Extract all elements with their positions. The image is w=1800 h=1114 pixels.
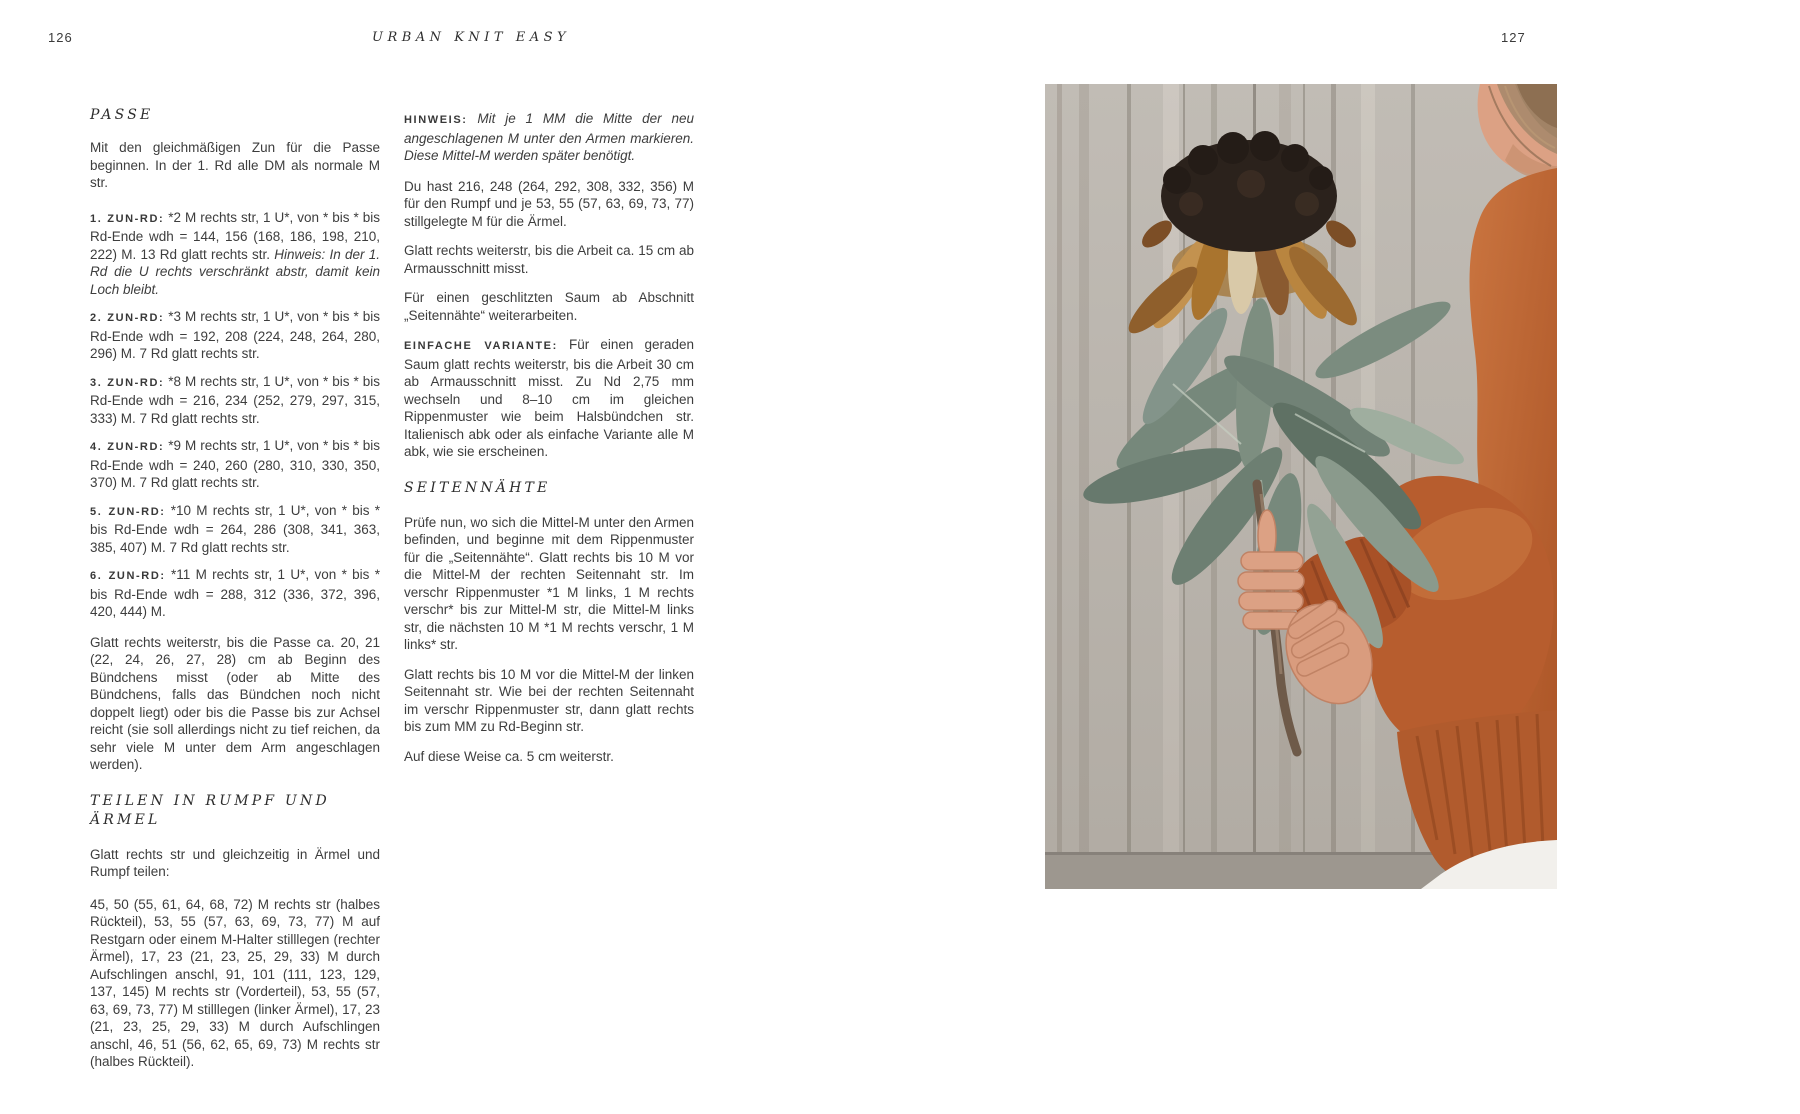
step-item-6: [90, 566, 380, 621]
heading-passe: PASSE: [90, 107, 154, 123]
step-label: 6. ZUN-RD:: [90, 570, 166, 582]
hinweis-label: HINWEIS:: [404, 114, 468, 126]
step-item-4: [90, 437, 380, 492]
step-text: *2 M rechts str, 1 U*, von * bis * bis Rd-Ende wdh = 144, 156 (168, 186, 198, 210, 222) M. 13 Rd glatt rechts str.: [90, 209, 380, 262]
hinweis-text: Mit je 1 MM die Mitte der neu angeschlagenen M unter den Armen markieren. Diese Mittel-M werden später benötigt.: [404, 111, 694, 163]
step-item-2: [90, 308, 380, 363]
step-item-3: [90, 373, 380, 428]
step-text: *11 M rechts str, 1 U*, von * bis * bis Rd-Ende wdh = 288, 312 (336, 372, 396, 420, 444) M.: [90, 567, 380, 619]
para-einfache-variante: [404, 336, 694, 461]
left-column: [90, 106, 380, 1083]
para-geschlitzter-saum: Für einen geschlitzten Saum ab Abschnitt „Seitennähte“ weiterarbeiten.: [404, 290, 694, 323]
para-glatt-15cm: Glatt rechts weiterstr, bis die Arbeit ca. 15 cm ab Armausschnitt misst.: [404, 243, 694, 276]
para-teilen-detail: 45, 50 (55, 61, 64, 68, 72) M rechts str (halbes Rückteil), 53, 55 (57, 63, 69, 73, 77) M auf Restgarn oder einem M-Halter stilllegen (rechter Ärmel), 17, 23 (21, 23, 25, 29, 33) M durch Aufschlingen anschl, 91, 101 (111, 123, 129, 137, 145) M rechts str (Vorderteil), 53, 55 (57, 63, 69, 73, 77) M stilllegen (linker Ärmel), 17, 23 (21, 23, 25, 29, 33) M durch Aufschlingen anschl, 46, 51 (56, 62, 65, 69, 73) M rechts str (halbes Rückteil).: [90, 896, 380, 1069]
para-linke-seitennaht: Glatt rechts bis 10 M vor die Mittel-M der linken Seitennaht str. Wie bei der rechten Seitennaht im verschr Rippenmuster str, dann glatt rechts bis zum MM zu Rd-Beginn str.: [404, 666, 694, 734]
para-hinweis: [404, 110, 694, 165]
step-label: 5. ZUN-RD:: [90, 505, 166, 518]
step-label: 1. ZUN-RD:: [90, 212, 165, 225]
step-label: 3. ZUN-RD:: [90, 376, 165, 389]
para-passe-intro: Mit den gleichmäßigen Zun für die Passe beginnen. In der 1. Rd alle DM als normale M str.: [90, 140, 380, 190]
para-auf-diese-weise: Auf diese Weise ca. 5 cm weiterstr.: [404, 748, 614, 764]
step-text: *8 M rechts str, 1 U*, von * bis * bis Rd-Ende wdh = 216, 234 (252, 279, 297, 315, 333) M. 7 Rd glatt rechts str.: [90, 373, 380, 426]
para-teilen-intro: Glatt rechts str und gleichzeitig in Ärmel und Rumpf teilen:: [90, 846, 380, 879]
lifestyle-photo: [1045, 84, 1557, 889]
step-note: Hinweis: In der 1. Rd die U rechts verschränkt abstr, damit kein Loch bleibt.: [90, 246, 381, 297]
step-label: 4. ZUN-RD:: [90, 441, 165, 453]
running-header: URBAN KNIT EASY: [372, 30, 571, 45]
right-column: [404, 110, 694, 777]
para-passe-end: Glatt rechts weiterstr, bis die Passe ca. 20, 21 (22, 24, 26, 27, 28) cm ab Beginn des Bündchens misst (oder ab Mitte des Bündchens, falls das Bündchen noch nicht doppelt liegt) oder bis die Passe bis zur Achsel reicht (sie soll allerdings nicht zu tief reichen, da sehr viele M unter dem Arm angeschlagen werden).: [90, 634, 380, 772]
step-item-5: [90, 502, 380, 557]
step-text: *9 M rechts str, 1 U*, von * bis * bis Rd-Ende wdh = 240, 260 (280, 310, 330, 350, 370) M. 7 Rd glatt rechts str.: [90, 438, 380, 490]
step-item-1: [90, 209, 380, 299]
step-label: 2. ZUN-RD:: [90, 312, 165, 324]
para-pruefe: Prüfe nun, wo sich die Mittel-M unter den Armen befinden, und beginne mit dem Rippenmuster für die „Seitennähte“. Glatt rechts bis 10 M vor die Mittel-M der rechten Seitennaht str. Im verschr Rippenmuster *1 M links, 1 M rechts verschr* bis zur Mittel-M str, die Mittel-M links str, die nächsten 10 M *1 M rechts verschr, 1 M links* str.: [404, 514, 694, 652]
variante-text: Für einen geraden Saum glatt rechts weiterstr, bis die Arbeit 30 cm ab Armausschnitt misst. Zu Nd 2,75 mm wechseln und 8–10 cm im gleichen Rippenmuster wie beim Halsbündchen str. Italienisch abk oder als einfache Variante alle M abk, wie sie erscheinen.: [404, 337, 694, 459]
page-number-left: 126: [48, 30, 73, 45]
para-du-hast: Du hast 216, 248 (264, 292, 308, 332, 356) M für den Rumpf und je 53, 55 (57, 63, 69, 73, 77) stillgelegte M für die Ärmel.: [404, 178, 694, 229]
step-text: *3 M rechts str, 1 U*, von * bis * bis Rd-Ende wdh = 192, 208 (224, 248, 264, 280, 296) M. 7 Rd glatt rechts str.: [90, 309, 380, 361]
photo-illustration: [1045, 84, 1557, 889]
heading-seitennaehte: SEITENNÄHTE: [404, 479, 551, 496]
step-text: *10 M rechts str, 1 U*, von * bis * bis Rd-Ende wdh = 264, 286 (308, 341, 363, 385, 407) M. 7 Rd glatt rechts str.: [90, 502, 380, 555]
variante-label: EINFACHE VARIANTE:: [404, 340, 558, 352]
heading-teilen: TEILEN IN RUMPF UND ÄRMEL: [90, 792, 330, 828]
page-number-right: 127: [1501, 30, 1526, 45]
